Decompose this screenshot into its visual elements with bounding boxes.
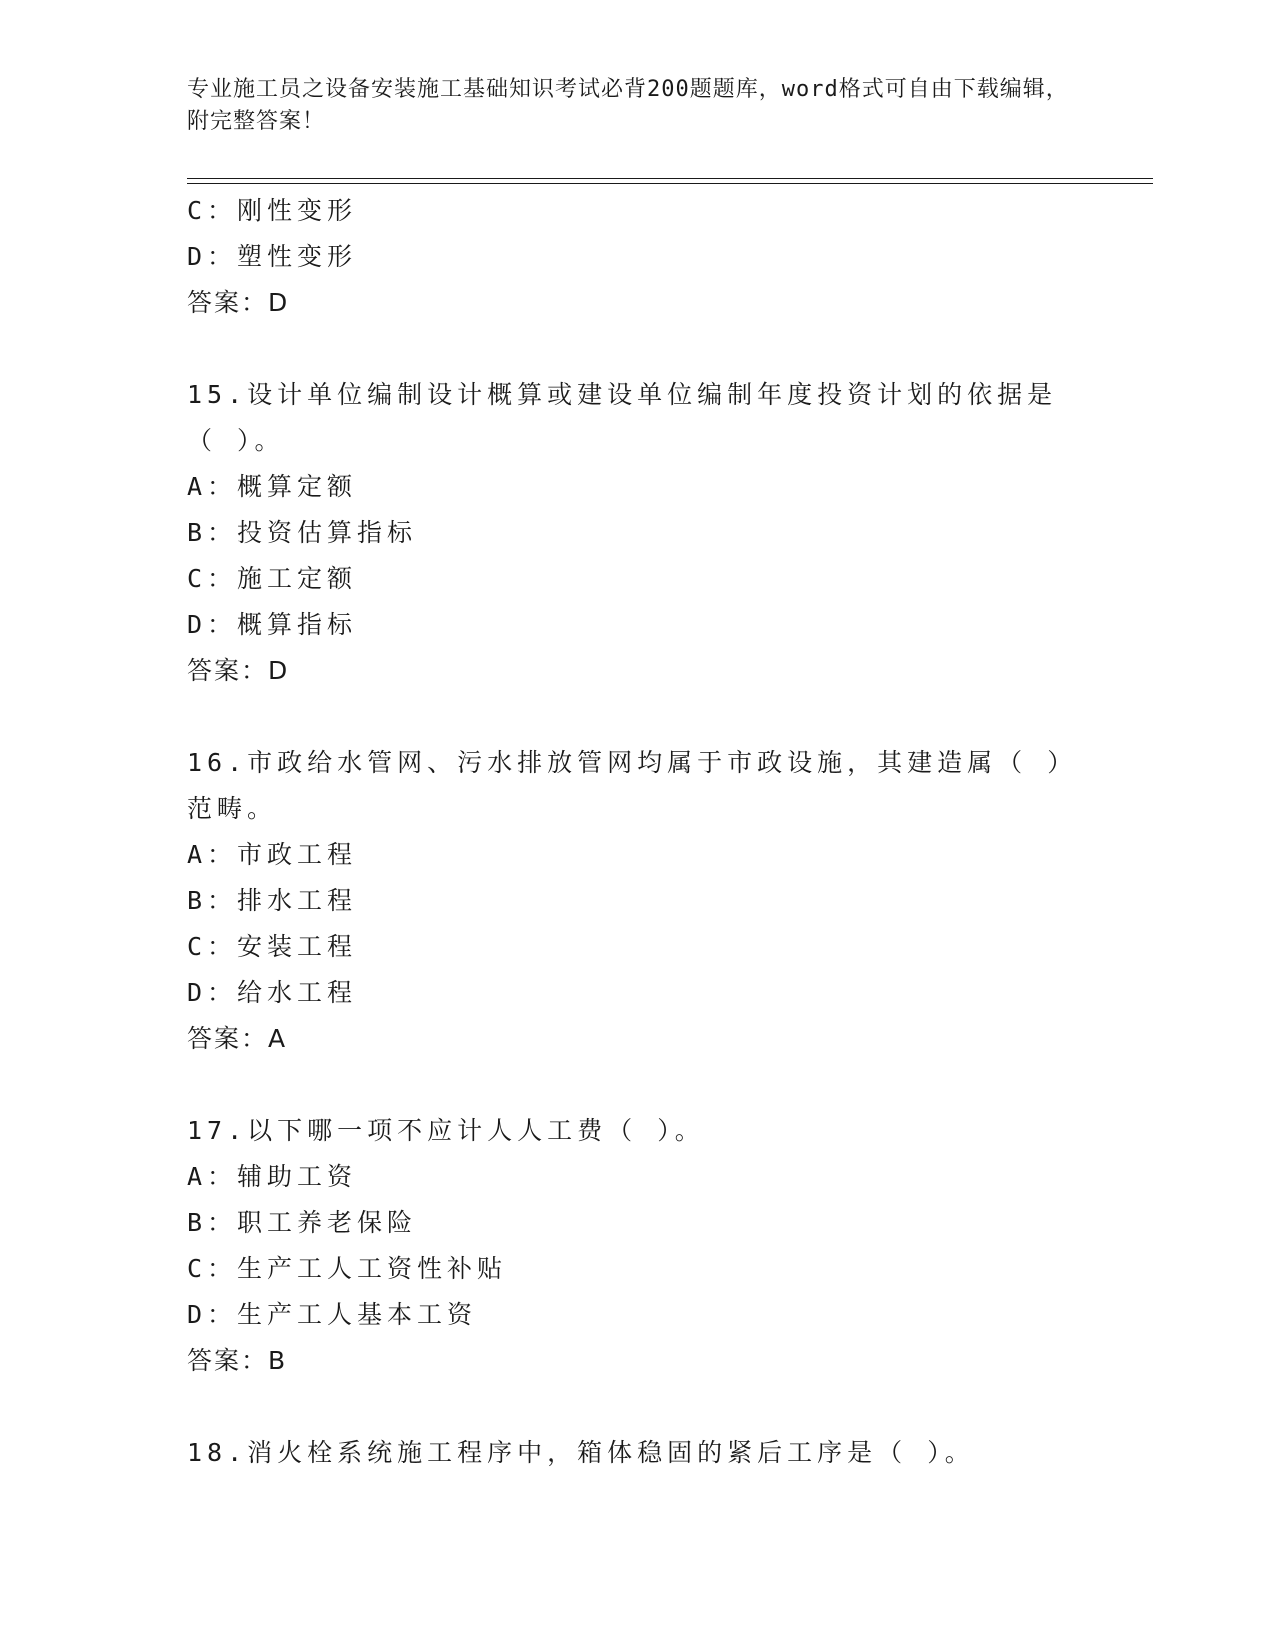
- option-d: D：概算指标: [187, 610, 358, 639]
- header-title: 专业施工员之设备安装施工基础知识考试必背200题题库，word格式可自由下载编辑，附完整答案！: [187, 77, 1069, 134]
- header-rule-top: [187, 178, 1153, 179]
- answer-line: 答案：A: [187, 1024, 288, 1053]
- option-d: D：塑性变形: [187, 242, 358, 271]
- option-a: A：市政工程: [187, 840, 358, 869]
- question-text: 18.消火栓系统施工程序中，箱体稳固的紧后工序是（ ）。: [187, 1438, 975, 1467]
- option-d: D：生产工人基本工资: [187, 1300, 478, 1329]
- spacer: [187, 694, 1087, 740]
- spacer: [187, 326, 1087, 372]
- question-17: [187, 1108, 1087, 1384]
- option-c: C：施工定额: [187, 564, 358, 593]
- answer-line: 答案：D: [187, 656, 290, 685]
- question-text: 16.市政给水管网、污水排放管网均属于市政设施，其建造属（ ）范畴。: [187, 748, 1065, 823]
- question-text: 17.以下哪一项不应计人人工费（ ）。: [187, 1116, 705, 1145]
- option-c: C：安装工程: [187, 932, 358, 961]
- option-a: A：概算定额: [187, 472, 358, 501]
- question-15: [187, 372, 1087, 694]
- question-text: 15.设计单位编制设计概算或建设单位编制年度投资计划的依据是（ ）。: [187, 380, 1058, 455]
- option-b: B：排水工程: [187, 886, 358, 915]
- option-b: B：职工养老保险: [187, 1208, 418, 1237]
- spacer: [187, 1384, 1087, 1430]
- option-d: D：给水工程: [187, 978, 358, 1007]
- document-header: [187, 74, 1087, 138]
- option-c: C：刚性变形: [187, 196, 358, 225]
- question-16: [187, 740, 1087, 1062]
- option-c: C：生产工人工资性补贴: [187, 1254, 508, 1283]
- question-18: [187, 1430, 1087, 1476]
- question-14-continued: [187, 188, 1087, 326]
- document-body: [187, 188, 1087, 1476]
- header-rule-bottom: [187, 183, 1153, 184]
- answer-line: 答案：D: [187, 288, 290, 317]
- option-b: B：投资估算指标: [187, 518, 418, 547]
- answer-line: 答案：B: [187, 1346, 288, 1375]
- spacer: [187, 1062, 1087, 1108]
- option-a: A：辅助工资: [187, 1162, 358, 1191]
